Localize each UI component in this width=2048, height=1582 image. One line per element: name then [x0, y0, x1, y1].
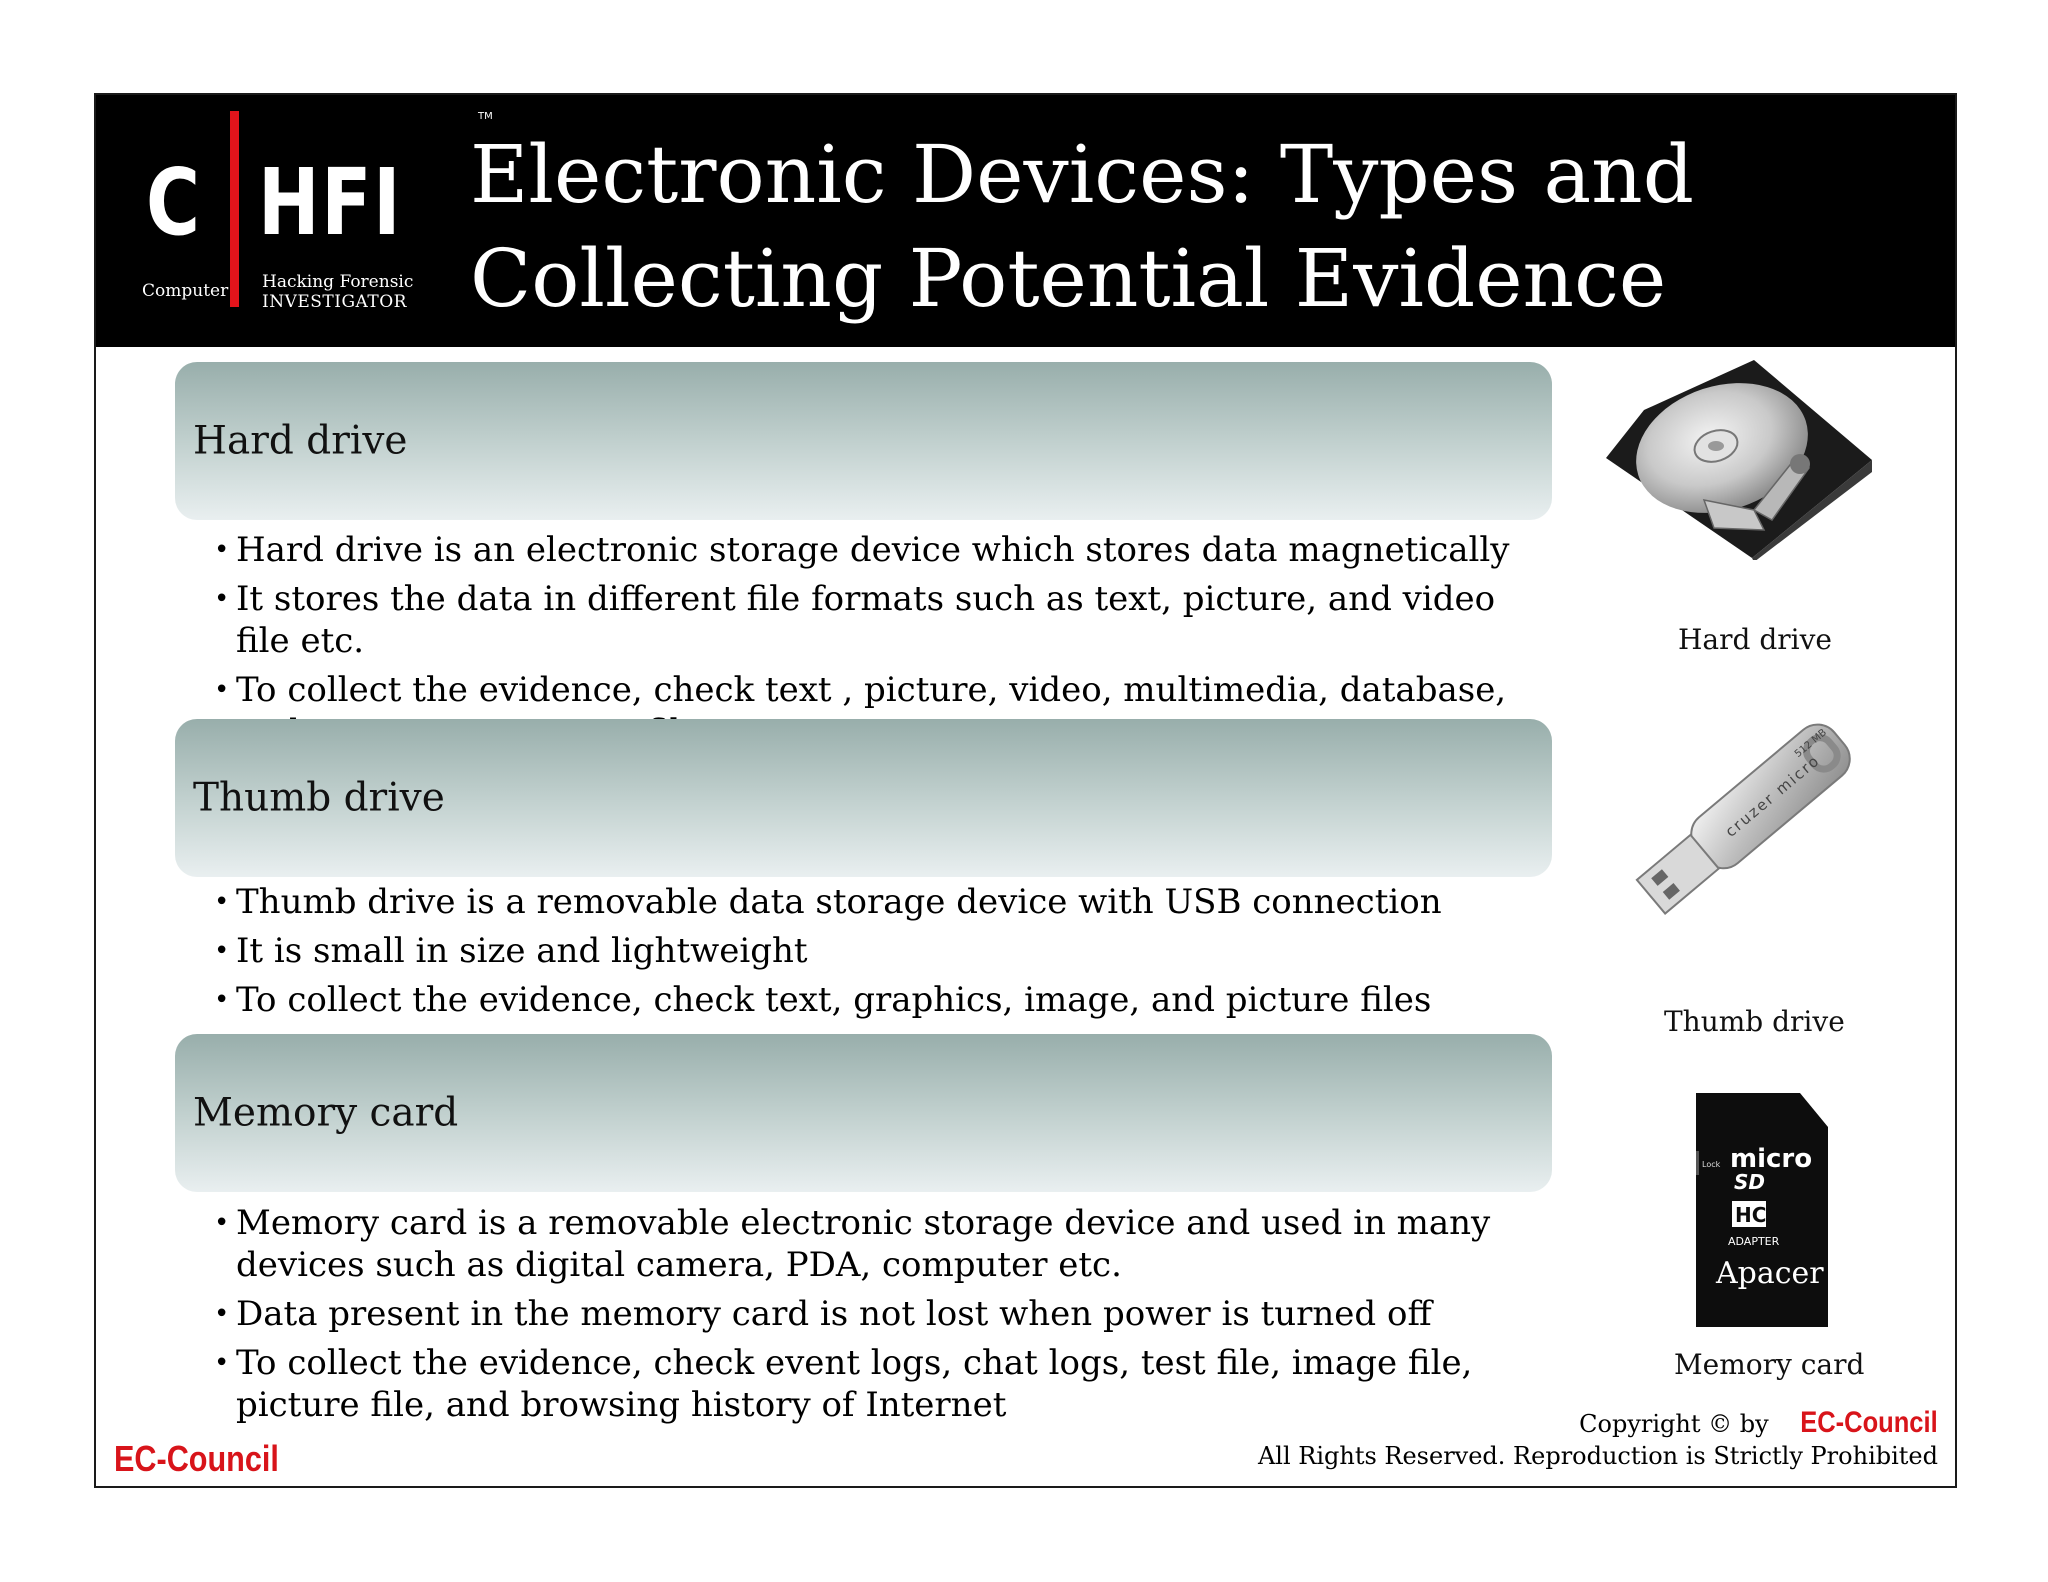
sd-hc-text: HC: [1735, 1203, 1767, 1227]
chfi-logo: [142, 111, 493, 331]
logo-letters-hfi: HFI: [258, 149, 403, 256]
logo-trademark: TM: [478, 111, 493, 122]
rights-line: All Rights Reserved. Reproduction is Strictly Prohibited: [1257, 1442, 1938, 1470]
sd-logo-text: SD: [1734, 1170, 1766, 1194]
bullet-item: • Data present in the memory card is not lost when power is turned off: [214, 1293, 1554, 1335]
copyright-prefix: Copyright © by: [1579, 1410, 1769, 1438]
copyright-line: [1258, 1407, 1938, 1440]
logo-investigator-text: INVESTIGATOR: [262, 292, 407, 312]
slide-header: [96, 95, 1955, 347]
bullet-item: • To collect the evidence, check text , picture, video, multimedia, database,: [214, 669, 1554, 753]
sd-lock-text: Lock: [1702, 1160, 1721, 1169]
ec-council-logo-left: EC-Council: [114, 1438, 279, 1479]
bullet-item: • To collect the evidence, check event logs, chat logs, test file, image file, picture file, and browsing history of Internet: [214, 1342, 1554, 1426]
bullet-item: • Memory card is a removable electronic storage device and used in many devices such as digital camera, PDA, computer etc.: [214, 1202, 1554, 1286]
bullet-item: • It is small in size and lightweight: [214, 930, 1554, 972]
logo-computer-text: Computer: [142, 281, 229, 301]
sd-brand-text: Apacer: [1716, 1256, 1824, 1291]
logo-hacking-forensic-text: Hacking Forensic: [262, 272, 414, 292]
memory-card-caption: Memory card: [1674, 1348, 1865, 1381]
section-heading-hard-drive: Hard drive: [193, 418, 408, 464]
bullet-item: • To collect the evidence, check text, graphics, image, and picture files: [214, 979, 1554, 1021]
bullet-list-thumb-drive: [214, 881, 1554, 1028]
logo-letter-c: C: [146, 149, 201, 256]
memory-card-image: [1694, 1091, 1830, 1329]
sd-adapter-text: ADAPTER: [1728, 1235, 1780, 1248]
section-band-hard-drive: [175, 362, 1552, 520]
section-heading-thumb-drive: Thumb drive: [193, 775, 445, 821]
bullet-item: • Thumb drive is a removable data storage device with USB connection: [214, 881, 1554, 923]
section-heading-memory-card: Memory card: [193, 1090, 459, 1136]
bullet-item: • It stores the data in different file formats such as text, picture, and video file etc.: [214, 578, 1554, 662]
section-band-memory-card: [175, 1034, 1552, 1192]
ec-council-logo-right: EC-Council: [1800, 1406, 1938, 1439]
thumb-drive-brand-text: cruzer micro: [1721, 751, 1824, 841]
thumb-drive-capacity-text: 512 MB: [1792, 727, 1829, 760]
copyright-notice: [1258, 1407, 1938, 1472]
logo-red-bar: [230, 111, 239, 307]
thumb-drive-image: [1626, 705, 1866, 930]
bullet-item: • Hard drive is an electronic storage device which stores data magnetically: [214, 529, 1554, 571]
hard-drive-caption: Hard drive: [1678, 623, 1832, 656]
sd-micro-text: micro: [1730, 1144, 1813, 1174]
slide: [94, 93, 1957, 1488]
hard-drive-image: [1604, 360, 1874, 560]
bullet-list-memory-card: [214, 1202, 1554, 1433]
section-band-thumb-drive: [175, 719, 1552, 877]
title-line-2: Collecting Potential Evidence: [470, 232, 1667, 325]
thumb-drive-caption: Thumb drive: [1664, 1005, 1845, 1038]
title-line-1: Electronic Devices: Types and: [470, 128, 1694, 221]
